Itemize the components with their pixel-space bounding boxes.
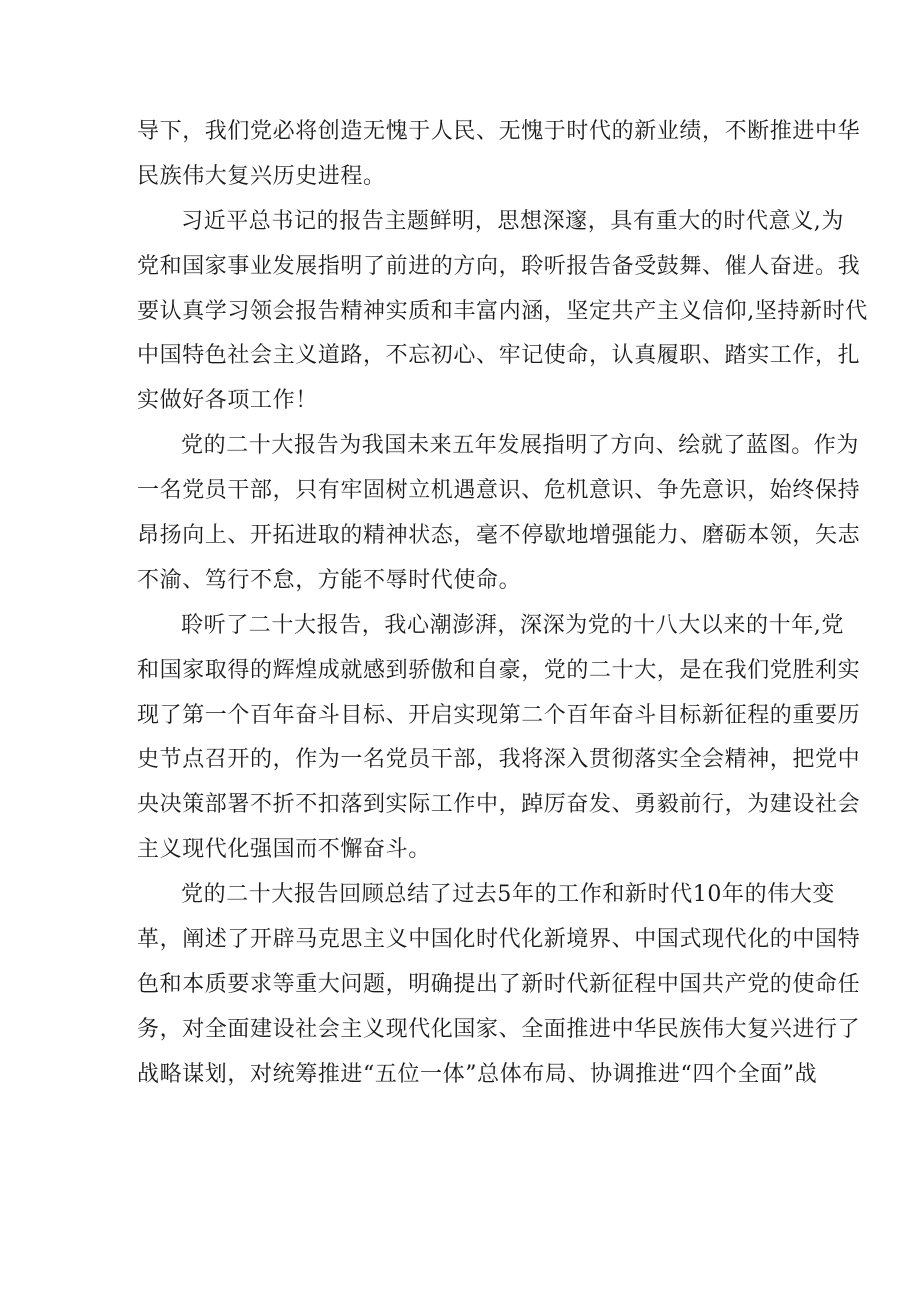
paragraph-1 (137, 110, 861, 200)
text-line: 现了第一个百年奋斗目标、开启实现第二个百年奋斗目标新征程的重要历 (137, 702, 861, 728)
text-line: 务，对全面建设社会主义现代化国家、全面推进中华民族伟大复兴进行了 (137, 1016, 861, 1042)
text-line: 主义现代化强国而不懈奋斗。 (137, 837, 431, 863)
text-line: 昂扬向上、开拓进取的精神状态，毫不停歇地增强能力、磨砺本领，矢志 (137, 523, 861, 549)
text-line: 战略谋划，对统筹推进“五位一体”总体布局、协调推进“四个全面”战 (137, 1061, 818, 1087)
text-line: 史节点召开的，作为一名党员干部，我将深入贯彻落实全会精神，把党中 (137, 747, 861, 773)
paragraph-2 (137, 200, 868, 424)
paragraph-5 (137, 873, 861, 1097)
text-line: 习近平总书记的报告主题鲜明，思想深邃，具有重大的时代意义,为 (181, 208, 844, 234)
paragraph-4 (137, 604, 861, 873)
text-line: 革，阐述了开辟马克思主义中国化时代化新境界、中国式现代化的中国特 (137, 927, 861, 953)
text-line: 一名党员干部，只有牢固树立机遇意识、危机意识、争先意识，始终保持 (137, 478, 861, 504)
text-line: 和国家取得的辉煌成就感到骄傲和自豪，党的二十大，是在我们党胜利实 (137, 657, 861, 683)
text-line: 色和本质要求等重大问题，明确提出了新时代新征程中国共产党的使命任 (137, 971, 861, 997)
text-line: 导下，我们党必将创造无愧于人民、无愧于时代的新业绩，不断推进中华 (137, 119, 861, 144)
document-body (137, 110, 868, 1098)
text-line: 要认真学习领会报告精神实质和丰富内涵，坚定共产主义信仰,坚持新时代 (137, 298, 868, 324)
text-line: 中国特色社会主义道路，不忘初心、牢记使命，认真履职、踏实工作，扎 (137, 343, 861, 369)
text-line: 央决策部署不折不扣落到实际工作中，踔厉奋发、勇毅前行，为建设社会 (137, 792, 861, 818)
paragraph-3 (137, 424, 861, 604)
text-line: 党和国家事业发展指明了前进的方向，聆听报告备受鼓舞、催人奋进。我 (137, 253, 861, 279)
text-line: 不渝、笃行不怠，方能不辱时代使命。 (137, 567, 522, 593)
text-line: 实做好各项工作！ (137, 388, 318, 414)
text-line: 党的二十大报告回顾总结了过去5年的工作和新时代10年的伟大变 (181, 882, 835, 908)
text-line: 聆听了二十大报告，我心潮澎湃，深深为党的十八大以来的十年,党 (181, 612, 844, 638)
text-line: 党的二十大报告为我国未来五年发展指明了方向、绘就了蓝图。作为 (181, 433, 860, 459)
text-line: 民族伟大复兴历史进程。 (137, 163, 386, 189)
